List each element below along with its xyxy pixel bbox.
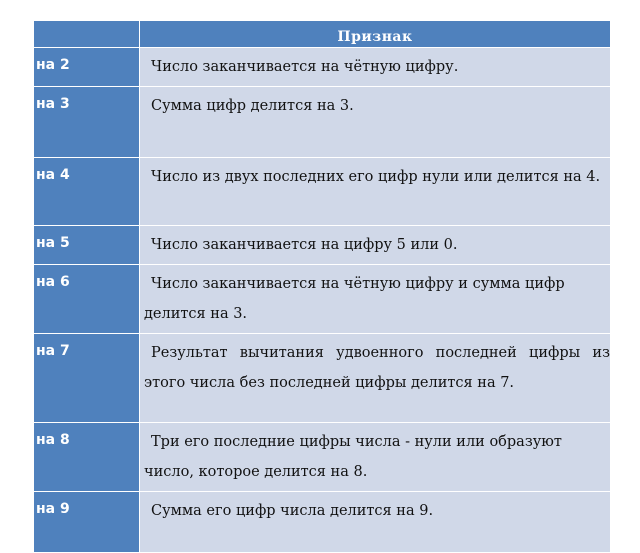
rule-text: Сумма цифр делится на 3. [140, 87, 611, 158]
rule-text: Три его последние цифры числа - нули или образуют число, которое делится на 8. [140, 423, 611, 492]
divisibility-rules-table [33, 20, 611, 553]
header-empty-cell [34, 21, 140, 48]
table-row [34, 334, 611, 423]
table-row [34, 492, 611, 553]
header-feature-cell [140, 21, 611, 48]
table-row [34, 158, 611, 226]
rule-text: Число заканчивается на чётную цифру и сумма цифр делится на 3. [140, 265, 611, 334]
divisor-label: на 4 [34, 158, 140, 226]
rule-text: Результат вычитания удвоенного последней цифры из этого числа без последней цифры делится на 7. [140, 334, 611, 423]
divisor-label: на 8 [34, 423, 140, 492]
divisor-label: на 9 [34, 492, 140, 553]
rule-text: Число из двух последних его цифр нули или делится на 4. [140, 158, 611, 226]
header-feature-label: Признак [337, 29, 413, 45]
divisor-label: на 2 [34, 48, 140, 87]
rule-text: Сумма его цифр числа делится на 9. [140, 492, 611, 553]
divisor-label: на 3 [34, 87, 140, 158]
divisor-label: на 6 [34, 265, 140, 334]
table-header-row [34, 21, 611, 48]
table-row [34, 265, 611, 334]
rule-text: Число заканчивается на цифру 5 или 0. [140, 226, 611, 265]
table-row [34, 48, 611, 87]
rule-text: Число заканчивается на чётную цифру. [140, 48, 611, 87]
table-row [34, 423, 611, 492]
table-row [34, 226, 611, 265]
divisor-label: на 5 [34, 226, 140, 265]
table-row [34, 87, 611, 158]
divisor-label: на 7 [34, 334, 140, 423]
